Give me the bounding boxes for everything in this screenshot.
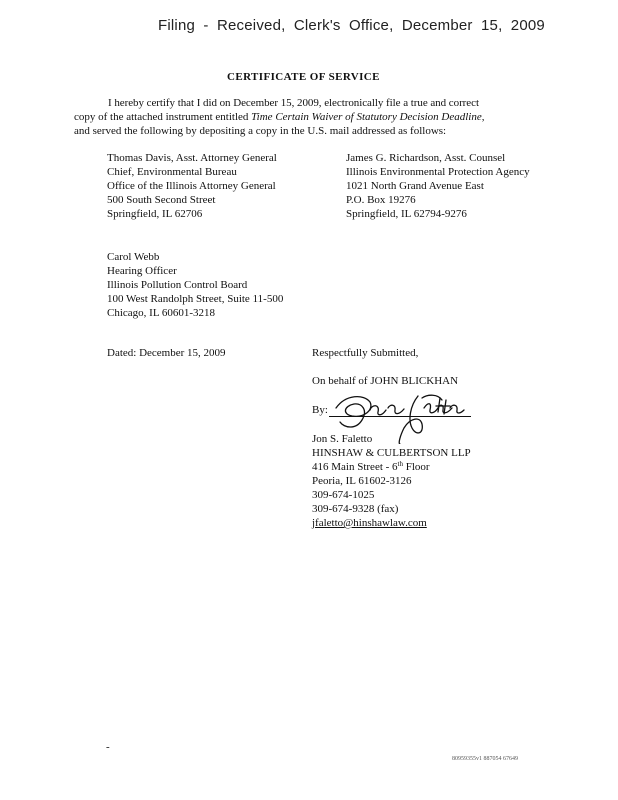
fax-number: 309-674-9328 (fax) (312, 503, 399, 515)
phone-number: 309-674-1025 (312, 489, 375, 501)
address-line: Thomas Davis, Asst. Attorney General (107, 152, 277, 164)
on-behalf-line: On behalf of JOHN BLICKHAN (312, 375, 459, 387)
filing-stamp: Filing - Received, Clerk's Office, December 15, 2009 (158, 17, 545, 34)
city-state-zip: Peoria, IL 61602-3126 (312, 475, 412, 487)
address-line: Office of the Illinois Attorney General (107, 180, 276, 192)
address-line: Springfield, IL 62706 (107, 208, 203, 220)
footer-dash: - (106, 741, 110, 753)
floor-text: Floor (403, 461, 430, 473)
address-line: Hearing Officer (107, 265, 177, 277)
by-label: By: (312, 404, 328, 416)
address-line: Carol Webb (107, 251, 160, 263)
certification-line-3: and served the following by depositing a copy in the U.S. mail addressed as follows: (74, 125, 447, 137)
address-line: Chicago, IL 60601-3218 (107, 307, 216, 319)
recipient-address-1 (107, 151, 277, 221)
address-line: Illinois Pollution Control Board (107, 279, 248, 291)
floor-ordinal: th (397, 460, 403, 468)
street-text: 416 Main Street - 6 (312, 461, 398, 473)
certificate-title: CERTIFICATE OF SERVICE (227, 71, 380, 83)
signer-name: Jon S. Faletto (312, 433, 373, 445)
address-line: Springfield, IL 62794-9276 (346, 208, 467, 220)
certification-paragraph (74, 96, 514, 138)
certification-line-1: I hereby certify that I did on December 15, 2009, electronically file a true and correct (108, 97, 479, 109)
recipient-address-3 (107, 250, 283, 320)
certification-line-2 (74, 110, 514, 124)
document-title: Time Certain Waiver of Statutory Decision Deadline, (251, 111, 485, 123)
address-line: 100 West Randolph Street, Suite 11-500 (107, 293, 284, 305)
email-link[interactable]: jfaletto@hinshawlaw.com (312, 517, 427, 529)
street-address (312, 460, 471, 474)
law-firm: HINSHAW & CULBERTSON LLP (312, 447, 471, 459)
recipient-address-2 (346, 151, 530, 221)
address-line: James G. Richardson, Asst. Counsel (346, 152, 506, 164)
address-line: Illinois Environmental Protection Agency (346, 166, 530, 178)
document-id: 80959355v1 887054 67649 (452, 756, 518, 762)
closing-line: Respectfully Submitted, (312, 347, 419, 359)
address-line: 1021 North Grand Avenue East (346, 180, 484, 192)
signature-block (312, 432, 471, 530)
address-line: 500 South Second Street (107, 194, 216, 206)
address-line: P.O. Box 19276 (346, 194, 416, 206)
certification-line-2-text: copy of the attached instrument entitled (74, 111, 252, 123)
address-line: Chief, Environmental Bureau (107, 166, 237, 178)
dated-line: Dated: December 15, 2009 (107, 347, 226, 359)
